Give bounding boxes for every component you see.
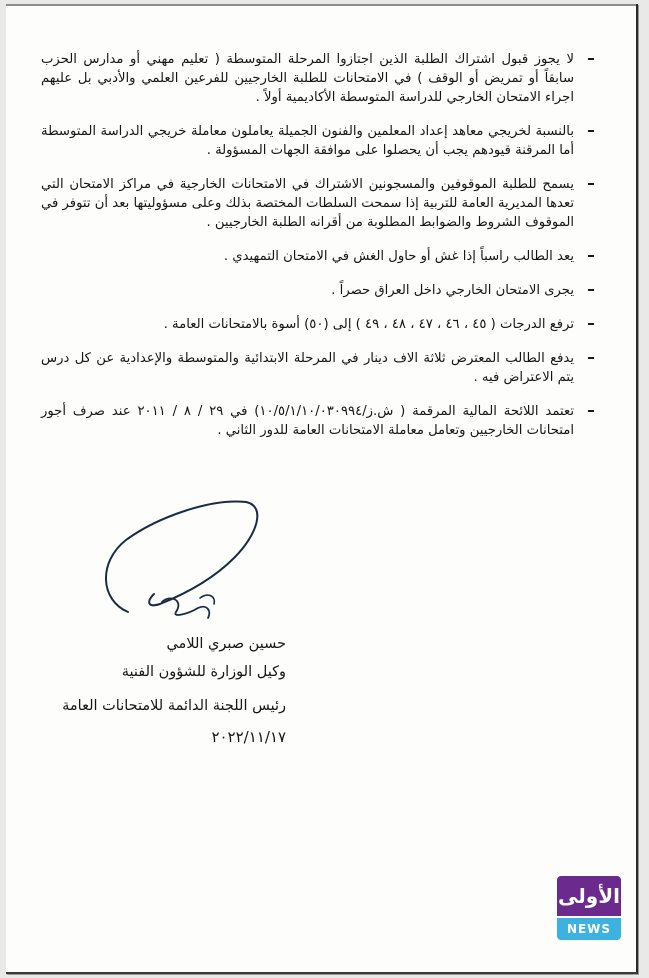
logo-news-word: NEWS	[557, 918, 621, 940]
instruction-item	[41, 122, 596, 160]
document-date: ٢٠٢٢/١١/١٧	[211, 728, 286, 746]
instruction-item	[41, 281, 596, 300]
bullet-dash	[588, 130, 594, 132]
bullet-dash	[588, 183, 594, 185]
instruction-item	[41, 349, 596, 387]
logo-arabic-word: الأولى	[557, 876, 621, 916]
bullet-dash	[588, 289, 594, 291]
bullet-dash	[588, 357, 594, 359]
instruction-item	[41, 50, 596, 107]
instruction-text: يسمح للطلبة الموقوفين والمسجونين الاشتراك في الامتحانات الخارجية في مراكز الامتحان التي تعدها المديرية العامة للتربية إذا سمحت السلطات المختصة بذلك وعلى مسؤوليتها بعد أن تتوفر في الموقوف الشروط والضوابط المطلوبة من أقرانه الطلبة الخارجيين .	[41, 177, 574, 230]
instruction-item	[41, 315, 596, 334]
bullet-dash	[588, 58, 594, 60]
instruction-text: تعتمد اللائحة المالية المرقمة ( ش.ز/١٠/٥/١/١٠/٠٣٠٩٩٤) في ٢٩ / ٨ / ٢٠١١ عند صرف أجور امتحانات الخارجيين وتعامل معاملة الامتحانات العامة للدور الثاني .	[41, 404, 574, 438]
instruction-text: يعد الطالب راسباً إذا غش أو حاول الغش في الامتحان التمهيدي .	[223, 249, 574, 264]
page-top-edge	[6, 4, 636, 6]
news-watermark-logo	[557, 876, 621, 940]
bullet-dash	[588, 323, 594, 325]
signer-committee: رئيس اللجنة الدائمة للامتحانات العامة	[62, 698, 286, 714]
instruction-text: بالنسبة لخريجي معاهد إعداد المعلمين والفنون الجميلة يعاملون معاملة خريجي الدراسة المتوسطة أما المرقنة قيودهم يجب أن يحصلوا على موافقة الجهات المسؤولة .	[41, 124, 574, 158]
document-page	[6, 4, 638, 974]
instruction-text: لا يجوز قبول اشتراك الطلبة الذين اجتازوا المرحلة المتوسطة ( تعليم مهني أو مدارس الحزب سابقاً أو تمريض أو الوقف ) في الامتحانات للطلبة الخارجيين للفرعين العلمي والأدبي بل عليهم اجراء الامتحان الخارجي للدراسة المتوسطة الأكاديمية أولاً .	[41, 52, 574, 105]
instructions-list	[41, 50, 596, 455]
instruction-text: يدفع الطالب المعترض ثلاثة الاف دينار في المرحلة الابتدائية والمتوسطة والإعدادية عن كل درس يتم الاعتراض فيه .	[41, 351, 574, 385]
signer-position: وكيل الوزارة للشؤون الفنية	[121, 664, 286, 680]
bullet-dash	[588, 410, 594, 412]
instruction-item	[41, 247, 596, 266]
signer-name: حسين صبري اللامي	[166, 636, 286, 652]
instruction-text: ترفع الدرجات ( ٤٥ ، ٤٦ ، ٤٧ ، ٤٨ ، ٤٩ ) إلى (٥٠) أسوة بالامتحانات العامة .	[163, 317, 574, 332]
instruction-text: يجرى الامتحان الخارجي داخل العراق حصراً .	[331, 283, 574, 298]
instruction-item	[41, 402, 596, 440]
bullet-dash	[588, 255, 594, 257]
handwritten-signature	[98, 490, 268, 630]
instruction-item	[41, 175, 596, 232]
